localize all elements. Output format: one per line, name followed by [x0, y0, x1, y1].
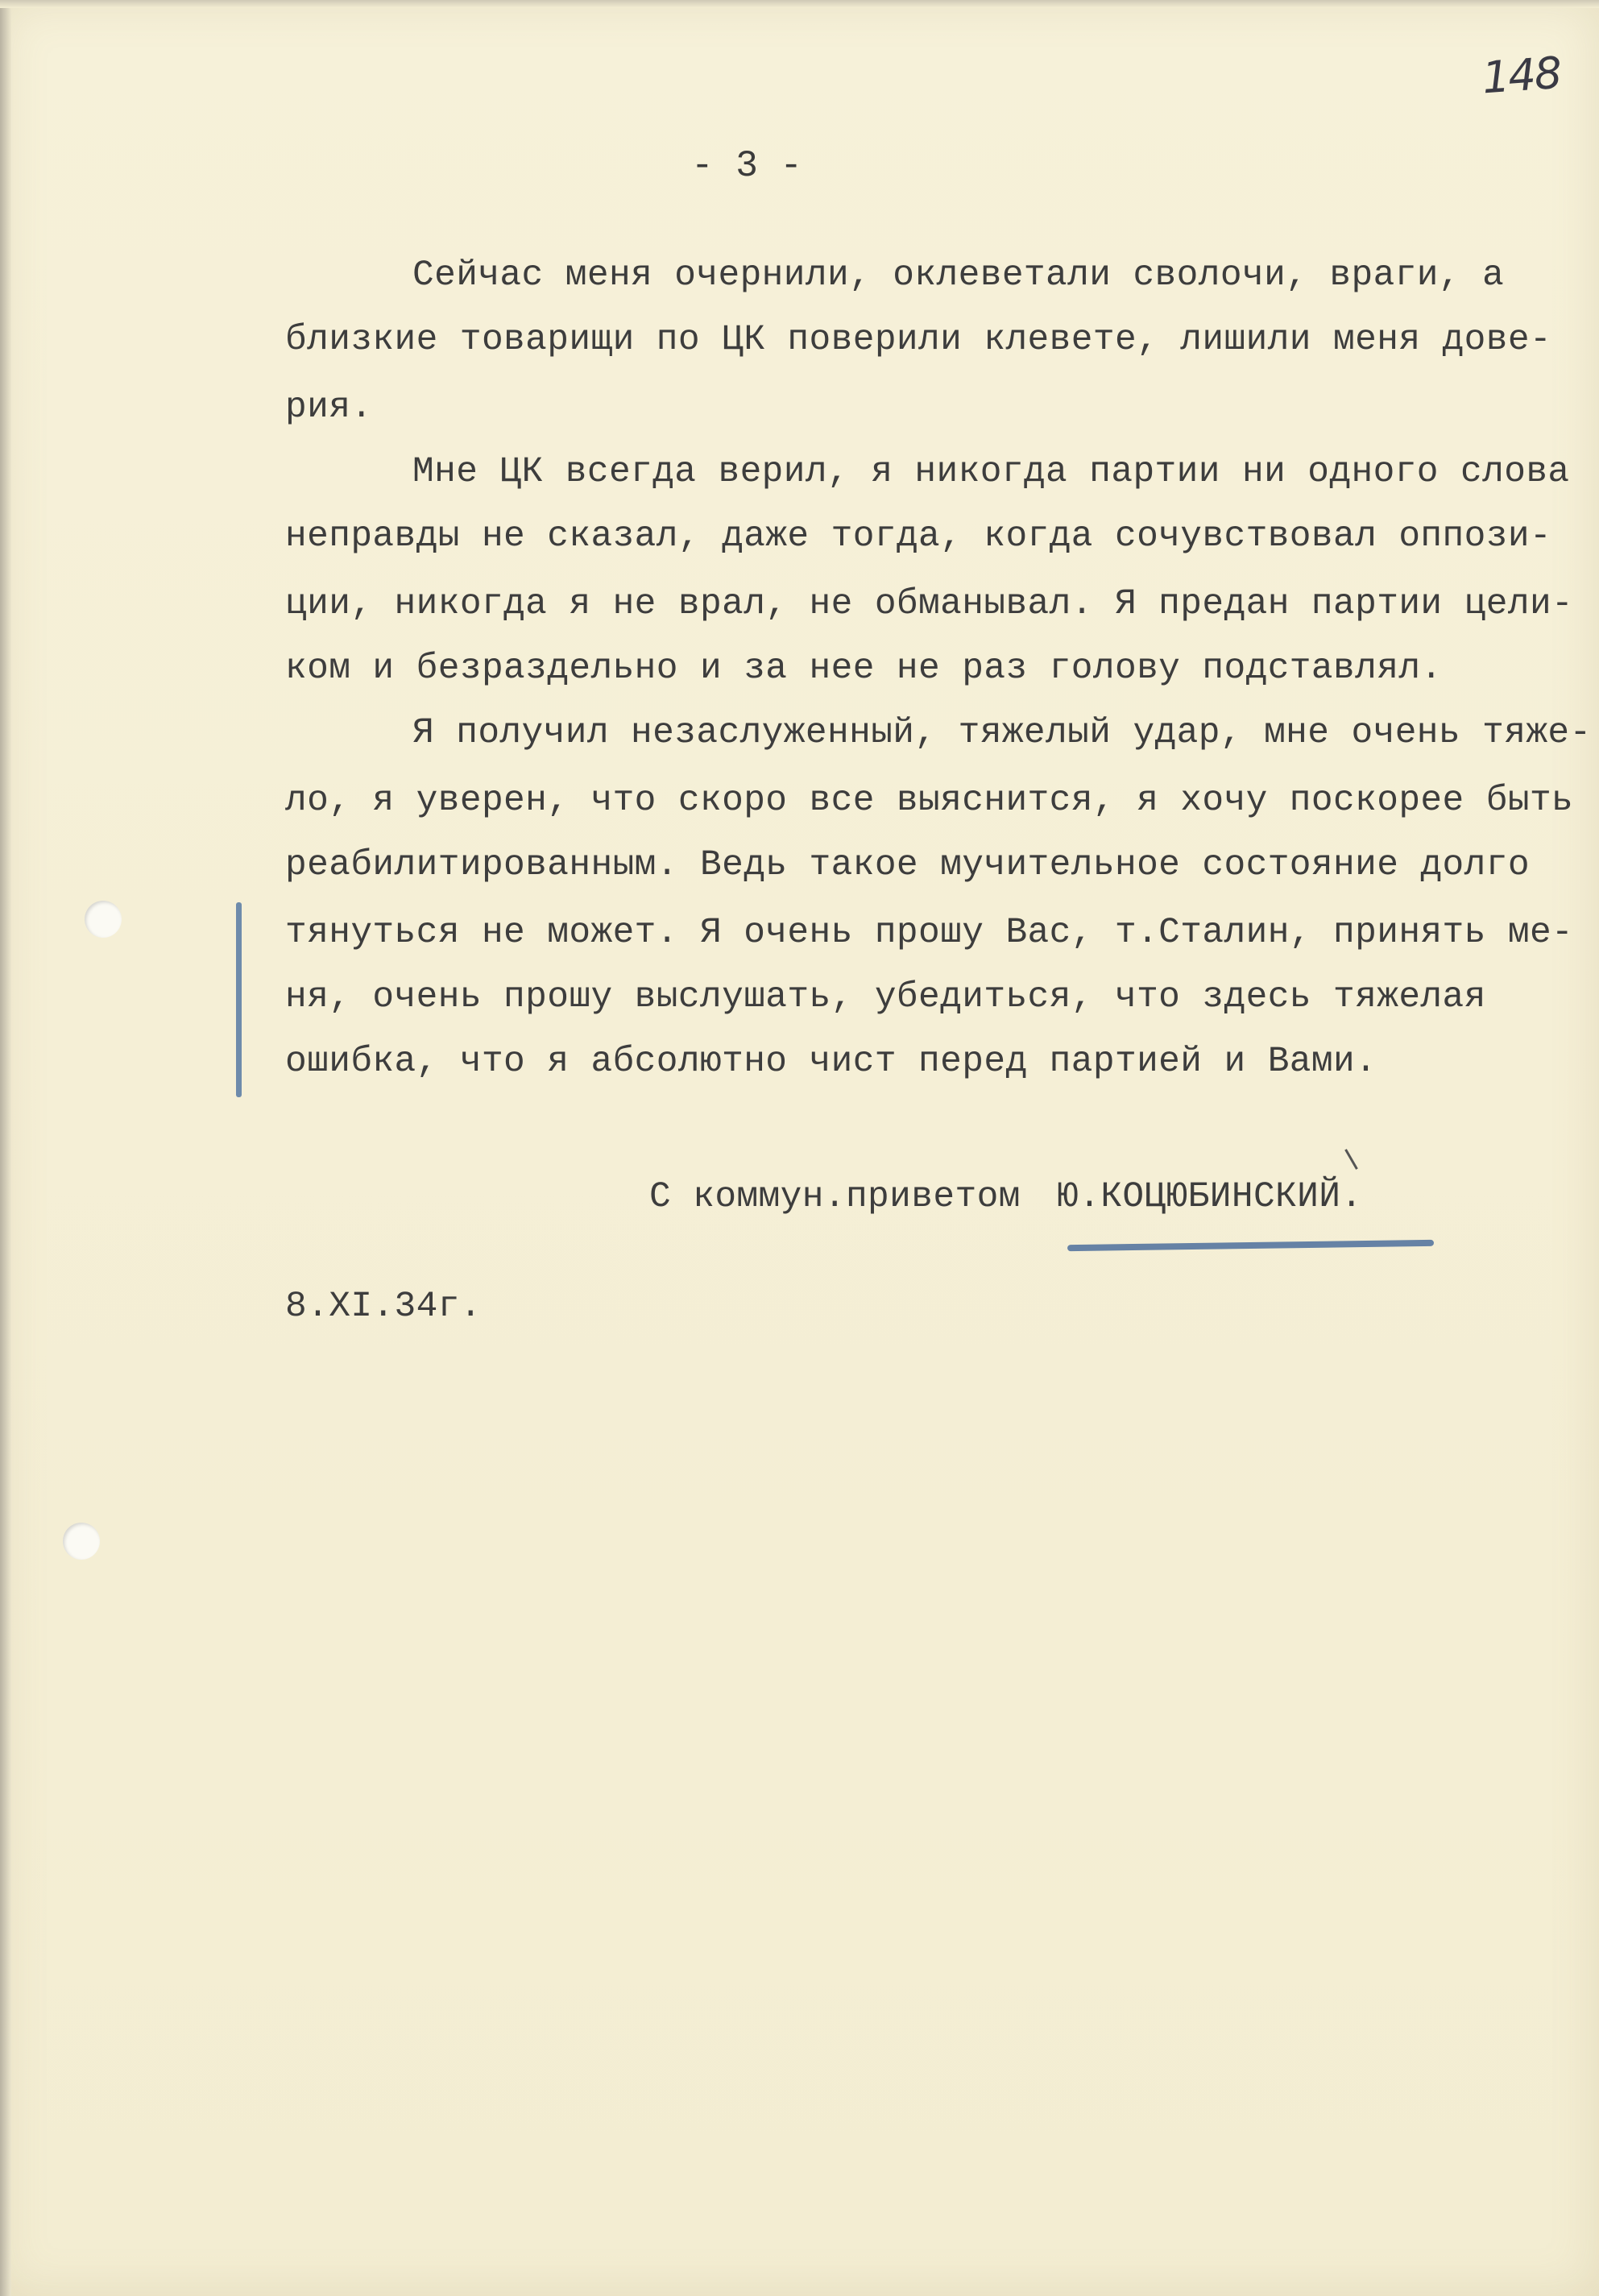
blue-pencil-margin-mark	[236, 902, 242, 1097]
body-line-11: тянуться не может. Я очень прошу Вас, т.Сталин, принять ме-	[285, 913, 1574, 953]
pencil-tick-mark	[1344, 1149, 1358, 1170]
body-line-7: ком и безраздельно и за нее не раз голову подставлял.	[285, 649, 1443, 689]
closing-salutation: С коммун.приветом	[649, 1177, 1021, 1217]
page-edge-left	[0, 0, 11, 2296]
page-edge-top	[0, 0, 1599, 8]
body-line-9: ло, я уверен, что скоро все выяснится, я хочу поскорее быть	[285, 781, 1574, 821]
body-line-10: реабилитированным. Ведь такое мучительное состояние долго	[285, 845, 1530, 885]
document-date: 8.XI.34г.	[285, 1287, 482, 1327]
body-line-1: Сейчас меня очернили, оклеветали сволочи, враги, а	[412, 255, 1505, 296]
body-line-3: рия.	[285, 388, 373, 428]
body-line-2: близкие товарищи по ЦК поверили клевете, лишили меня дове-	[285, 320, 1552, 360]
punch-hole-upper	[85, 901, 122, 938]
body-line-6: ции, никогда я не врал, не обманывал. Я предан партии цели-	[285, 584, 1574, 624]
punch-hole-lower	[63, 1523, 100, 1560]
signature-name: Ю.КОЦЮБИНСКИЙ.	[1057, 1177, 1363, 1217]
body-line-5: неправды не сказал, даже тогда, когда сочувствовал оппози-	[285, 516, 1552, 557]
body-line-8: Я получил незаслуженный, тяжелый удар, мне очень тяже-	[412, 713, 1592, 753]
body-line-13: ошибка, что я абсолютно чист перед партией и Вами.	[285, 1042, 1377, 1082]
page-number: - 3 -	[691, 145, 803, 187]
body-line-4: Мне ЦК всегда верил, я никогда партии ни одного слова	[412, 452, 1570, 492]
blue-pencil-underline	[1067, 1240, 1434, 1251]
body-line-12: ня, очень прошу выслушать, убедиться, что здесь тяжелая	[285, 977, 1486, 1017]
folio-number: 148	[1480, 47, 1563, 104]
